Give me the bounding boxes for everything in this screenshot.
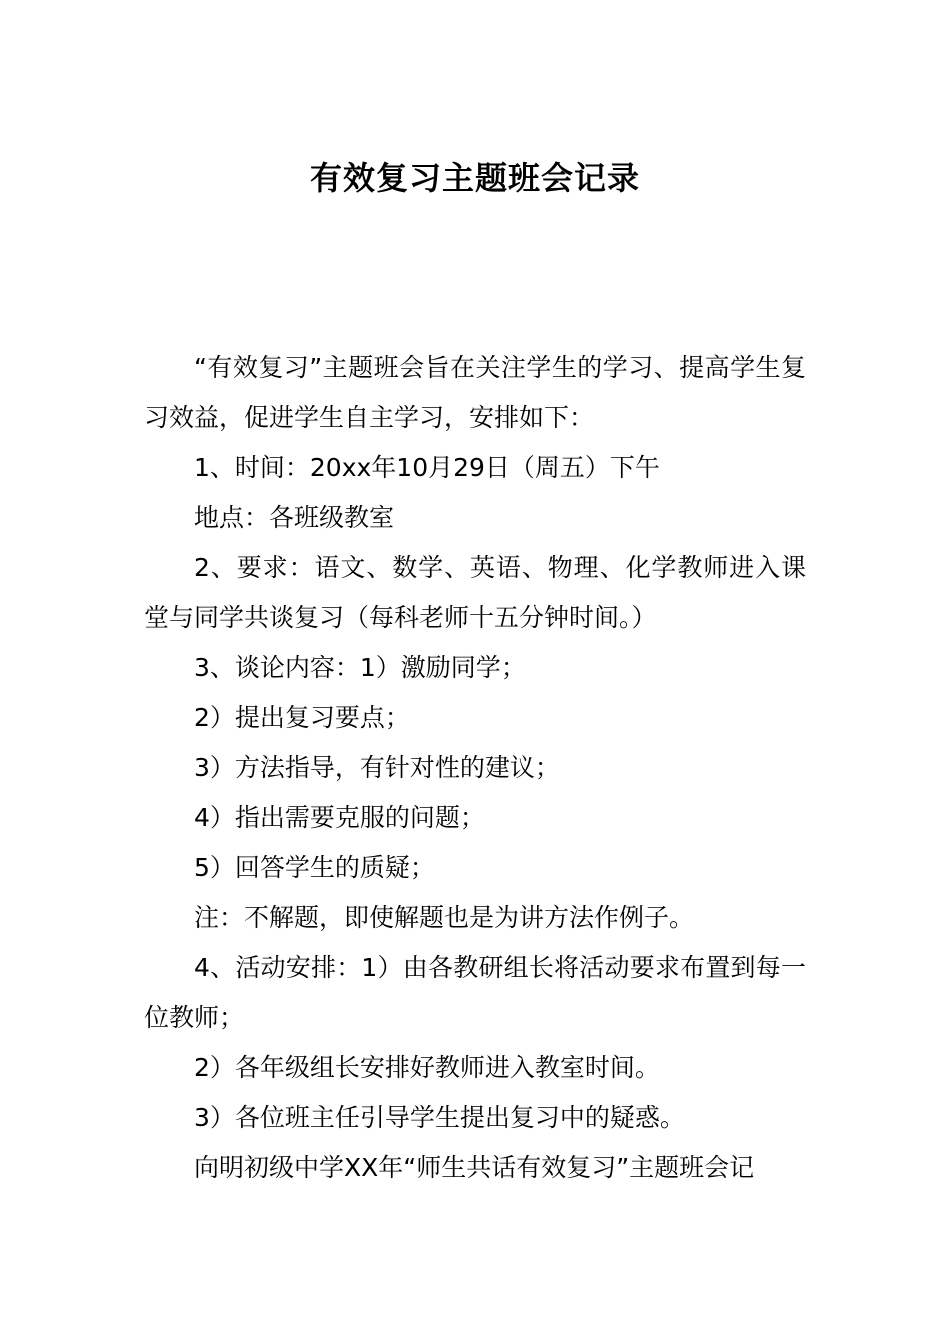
paragraph-grade-leaders: 2）各年级组长安排好教师进入教室时间。	[194, 1053, 660, 1082]
document-body	[144, 343, 806, 1193]
paragraph-time: 1、时间：20xx年10月29日（周五）下午	[194, 453, 660, 482]
paragraph-discussion-content: 3、谈论内容：1）激励同学；	[194, 653, 526, 682]
paragraph-intro: “有效复习”主题班会旨在关注学生的学习、提高学生复习效益，促进学生自主学习，安排如下：	[144, 353, 806, 432]
paragraph-questions: 5）回答学生的质疑；	[194, 853, 435, 882]
paragraph-closing: 向明初级中学XX年“师生共话有效复习”主题班会记	[194, 1153, 755, 1182]
paragraph-problems: 4）指出需要克服的问题；	[194, 803, 485, 832]
document-title: 有效复习主题班会记录	[309, 159, 640, 197]
paragraph-requirements: 2、要求：语文、数学、英语、物理、化学教师进入课堂与同学共谈复习（每科老师十五分钟时间。）	[144, 553, 806, 632]
paragraph-location: 地点：各班级教室	[194, 503, 395, 532]
paragraph-review-points: 2）提出复习要点；	[194, 703, 410, 732]
paragraph-note: 注：不解题，即使解题也是为讲方法作例子。	[194, 903, 695, 932]
paragraph-activity-arrangement: 4、活动安排：1）由各教研组长将活动要求布置到每一位教师；	[144, 953, 806, 1032]
paragraph-class-teachers: 3）各位班主任引导学生提出复习中的疑惑。	[194, 1103, 685, 1132]
paragraph-method-guidance: 3）方法指导，有针对性的建议；	[194, 753, 560, 782]
